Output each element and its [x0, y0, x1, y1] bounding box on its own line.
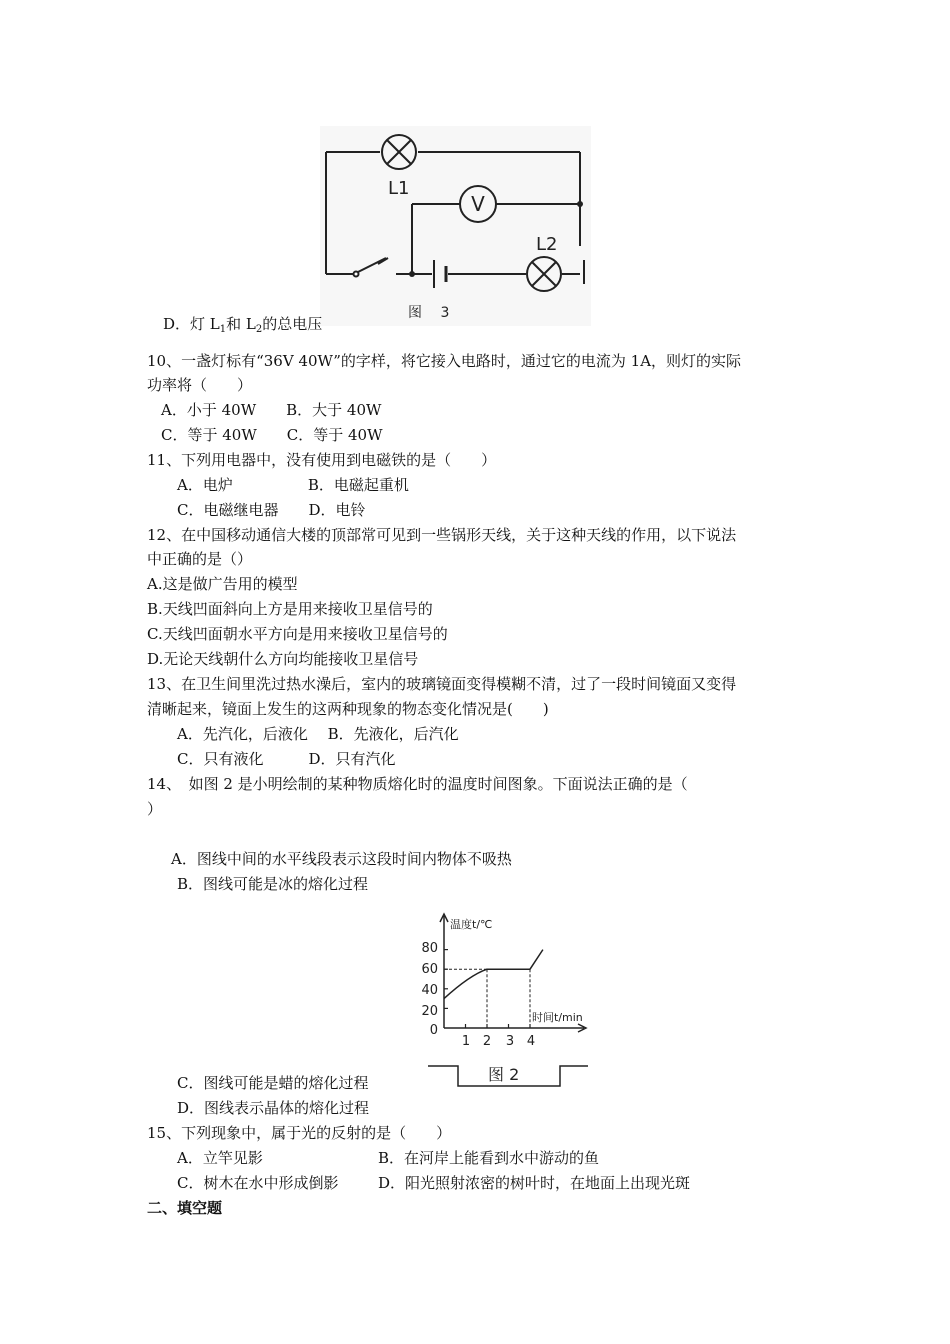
section-2-heading: 二、填空题 [147, 1199, 223, 1217]
x-tick-2: 2 [482, 1034, 492, 1049]
q12-option-a: A.这是做广告用的模型 [147, 575, 298, 593]
y-tick-60: 60 [421, 962, 438, 977]
q14-option-c: C．图线可能是蜡的熔化过程 [177, 1074, 369, 1092]
figure-2-caption: 图 2 [488, 1065, 520, 1084]
q13-options-ab: A．先汽化，后液化 B．先液化，后汽化 [177, 725, 459, 743]
q14-stem-line1: 14、 如图 2 是小明绘制的某种物质熔化时的温度时间图象。下面说法正确的是（ [147, 775, 688, 793]
q15-option-b: B．在河岸上能看到水中游动的鱼 [378, 1149, 600, 1167]
q10-stem-line1: 10、一盏灯标有“36V 40W”的字样，将它接入电路时，通过它的电流为 1A，则灯的实际 [147, 352, 742, 370]
q11-options-cd: C．电磁继电器 D．电铃 [177, 501, 366, 519]
q12-option-b: B.天线凹面斜向上方是用来接收卫星信号的 [147, 600, 433, 618]
q15-option-a: A．立竿见影 [177, 1149, 263, 1167]
x-tick-4: 4 [526, 1034, 536, 1049]
y-tick-40: 40 [421, 983, 438, 998]
x-tick-3: 3 [505, 1034, 515, 1049]
q13-stem-line2: 清晰起来，镜面上发生的这两种现象的物态变化情况是( ) [147, 700, 549, 718]
voltmeter-label: V [471, 192, 485, 216]
q14-option-b: B．图线可能是冰的熔化过程 [177, 875, 369, 893]
lamp-l2-label: L2 [536, 234, 558, 255]
q12-stem-line1: 12、在中国移动通信大楼的顶部常可见到一些锅形天线，关于这种天线的作用，以下说法 [147, 526, 737, 544]
y-tick-0: 0 [429, 1023, 438, 1038]
x-tick-1: 1 [461, 1034, 471, 1049]
y-tick-20: 20 [421, 1004, 438, 1019]
q10-stem-line2: 功率将（ ） [147, 376, 253, 394]
q15-stem: 15、下列现象中，属于光的反射的是（ ） [147, 1124, 452, 1142]
y-axis-label: 温度t/℃ [450, 918, 493, 931]
q12-stem-line2: 中正确的是（） [147, 550, 253, 568]
figure-3-caption: 图 3 [408, 305, 450, 321]
figure-3-circuit [318, 126, 593, 326]
figure-2-chart [420, 910, 600, 1090]
q12-option-d: D.无论天线朝什么方向均能接收卫星信号 [147, 650, 419, 668]
q15-option-d: D．阳光照射浓密的树叶时，在地面上出现光斑 [378, 1174, 691, 1192]
q12-option-c: C.天线凹面朝水平方向是用来接收卫星信号的 [147, 625, 448, 643]
q9-option-d: D．灯 $L_1$和 $L_2$的总电压 [163, 315, 323, 335]
q14-stem-line2: ） [147, 800, 163, 818]
q14-option-a: A．图线中间的水平线段表示这段时间内物体不吸热 [171, 850, 512, 868]
lamp-l1-label: L1 [388, 178, 410, 199]
q10-options-ab: A．小于 40W B．大于 40W [161, 401, 382, 419]
x-axis-label: 时间t/min [532, 1011, 583, 1024]
q13-options-cd: C．只有液化 D．只有汽化 [177, 750, 396, 768]
q11-options-ab: A．电炉 B．电磁起重机 [177, 476, 409, 494]
q11-stem: 11、下列用电器中，没有使用到电磁铁的是（ ） [147, 451, 497, 469]
q14-option-d: D．图线表示晶体的熔化过程 [177, 1099, 370, 1117]
chart-series-line [444, 950, 543, 999]
q10-options-cd: C．等于 40W C．等于 40W [161, 426, 383, 444]
y-tick-80: 80 [421, 941, 438, 956]
q15-option-c: C．树木在水中形成倒影 [177, 1174, 339, 1192]
q13-stem-line1: 13、在卫生间里洗过热水澡后，室内的玻璃镜面变得模糊不清，过了一段时间镜面又变得 [147, 675, 737, 693]
